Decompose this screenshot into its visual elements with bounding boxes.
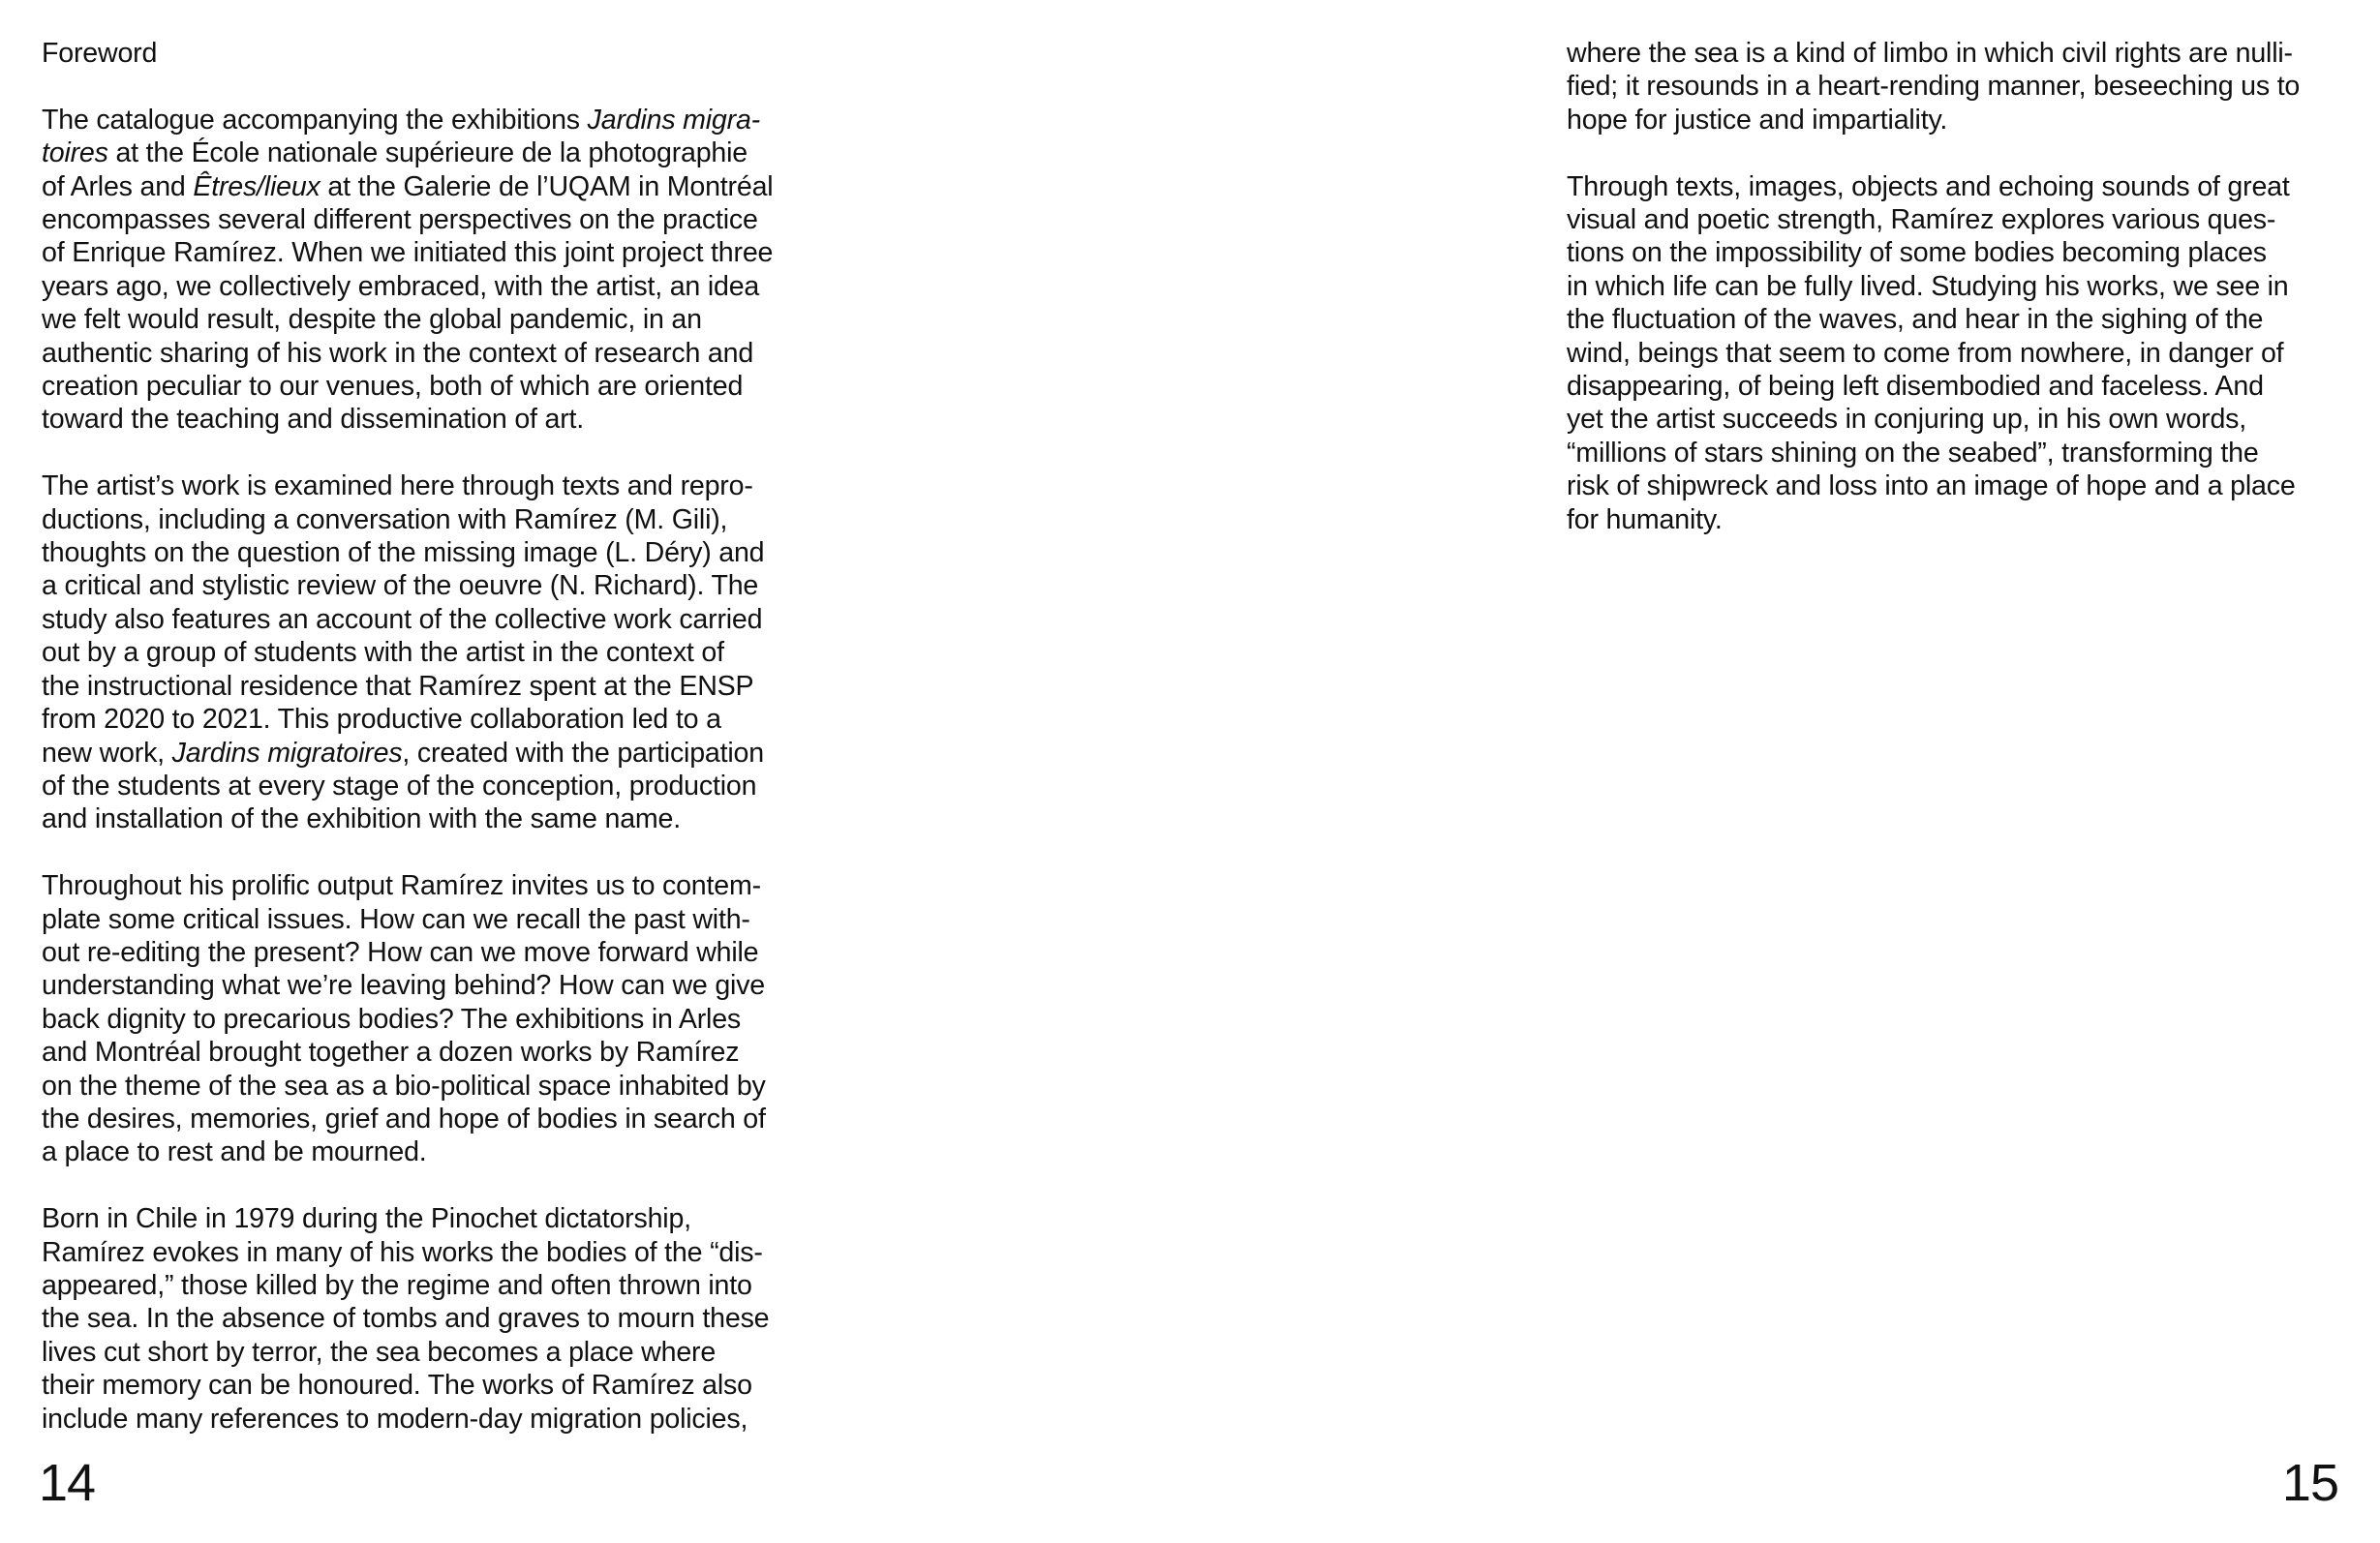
text-run: fied; it resounds in a heart-rending manner, beseeching us to	[1567, 71, 2301, 103]
text-line	[42, 503, 836, 536]
text-line	[42, 869, 836, 902]
text-line	[42, 337, 836, 370]
page-number-left: 14	[39, 1454, 96, 1512]
section-heading: Foreword	[42, 38, 158, 69]
text-run: for humanity.	[1567, 503, 1723, 535]
body-paragraph	[42, 104, 836, 437]
text-run: new work,	[42, 737, 172, 769]
text-line	[1567, 270, 2361, 303]
right-body	[1567, 37, 2361, 536]
text-line	[1567, 503, 2361, 536]
text-line	[42, 303, 836, 336]
text-run: appeared,” those killed by the regime and often thrown into	[42, 1269, 752, 1301]
text-run: , created with the participation	[402, 737, 764, 769]
text-line	[42, 1369, 836, 1402]
text-run: and Montréal brought together a dozen works by Ramírez	[42, 1037, 740, 1069]
text-run: in which life can be fully lived. Studying his works, we see in	[1567, 270, 2289, 302]
text-line	[42, 1003, 836, 1036]
text-run: and installation of the exhibition with the same name.	[42, 803, 681, 835]
text-run: ductions, including a conversation with Ramírez (M. Gili),	[42, 503, 728, 535]
text-run: Through texts, images, objects and echoing sounds of great	[1567, 170, 2290, 202]
body-paragraph	[1567, 37, 2361, 136]
text-run: their memory can be honoured. The works of Ramírez also	[42, 1370, 752, 1402]
text-line	[1567, 337, 2361, 370]
text-line	[42, 770, 836, 802]
text-run: out by a group of students with the artist in the context of	[42, 637, 724, 669]
text-run: encompasses several different perspectives on the practice	[42, 204, 758, 236]
right-text-column	[1567, 37, 2361, 569]
text-line	[42, 536, 836, 569]
text-line	[1567, 370, 2361, 403]
text-run: hope for justice and impartiality.	[1567, 104, 1948, 136]
text-line	[1567, 70, 2361, 103]
italic-title: Jardins migra-	[587, 104, 760, 136]
text-run: of Enrique Ramírez. When we initiated this joint project three	[42, 237, 774, 269]
text-run: yet the artist succeeds in conjuring up, in his own words,	[1567, 404, 2247, 436]
text-line	[42, 737, 836, 770]
text-line	[42, 1135, 836, 1168]
text-run: Throughout his prolific output Ramírez invites us to contem-	[42, 870, 761, 902]
text-run: a critical and stylistic review of the oeuvre (N. Richard). The	[42, 570, 759, 602]
text-line	[42, 1269, 836, 1302]
text-run: of the students at every stage of the conception, production	[42, 770, 757, 802]
text-run: lives cut short by terror, the sea becomes a place where	[42, 1336, 717, 1368]
text-run: study also features an account of the collective work carried	[42, 603, 763, 635]
text-line	[42, 136, 836, 169]
left-body	[42, 104, 836, 1436]
text-run: visual and poetic strength, Ramírez explores various ques-	[1567, 204, 2276, 236]
text-run: risk of shipwreck and loss into an image of hope and a place	[1567, 470, 2296, 502]
text-line	[1567, 203, 2361, 236]
text-line	[42, 236, 836, 269]
text-run: out re-editing the present? How can we move forward while	[42, 936, 759, 968]
text-run: we felt would result, despite the global pandemic, in an	[42, 304, 702, 336]
text-run: understanding what we’re leaving behind? How can we give	[42, 970, 766, 1002]
text-line	[42, 903, 836, 936]
text-line	[42, 104, 836, 136]
text-line	[42, 1302, 836, 1335]
text-run: back dignity to precarious bodies? The exhibitions in Arles	[42, 1003, 742, 1035]
text-line	[42, 802, 836, 835]
text-run: Ramírez evokes in many of his works the bodies of the “dis-	[42, 1236, 763, 1268]
text-run: from 2020 to 2021. This productive collaboration led to a	[42, 704, 721, 736]
right-page	[1190, 0, 2380, 1543]
text-line	[42, 403, 836, 436]
text-run: wind, beings that seem to come from nowhere, in danger of	[1567, 337, 2284, 369]
text-line	[42, 1070, 836, 1103]
text-run: “millions of stars shining on the seabed”, transforming the	[1567, 437, 2259, 469]
text-line	[42, 170, 836, 203]
text-run: tions on the impossibility of some bodies becoming places	[1567, 237, 2267, 269]
text-line	[42, 1202, 836, 1235]
text-run: creation peculiar to our venues, both of which are oriented	[42, 371, 744, 403]
italic-title: Êtres/lieux	[193, 170, 320, 202]
text-run: at the Galerie de l’UQAM in Montréal	[320, 170, 774, 202]
text-line	[1567, 437, 2361, 469]
text-line	[42, 1336, 836, 1369]
text-line	[42, 936, 836, 969]
text-line	[42, 969, 836, 1002]
text-run: years ago, we collectively embraced, with the artist, an idea	[42, 270, 760, 302]
text-run: include many references to modern-day migration policies,	[42, 1403, 748, 1435]
body-paragraph	[42, 869, 836, 1169]
text-run: on the theme of the sea as a bio-political space inhabited by	[42, 1070, 766, 1102]
text-line	[42, 203, 836, 236]
text-line	[1567, 236, 2361, 269]
italic-title: toires	[42, 137, 108, 169]
text-line	[42, 703, 836, 736]
text-run: plate some critical issues. How can we recall the past with-	[42, 903, 750, 935]
text-run: thoughts on the question of the missing image (L. Déry) and	[42, 537, 765, 569]
text-line	[42, 1036, 836, 1069]
text-run: the instructional residence that Ramírez spent at the ENSP	[42, 670, 754, 702]
text-run: the desires, memories, grief and hope of bodies in search of	[42, 1103, 766, 1135]
text-line	[1567, 104, 2361, 136]
body-paragraph	[1567, 170, 2361, 536]
italic-title: Jardins migratoires	[171, 737, 403, 769]
text-line	[1567, 37, 2361, 70]
text-line	[42, 1103, 836, 1135]
text-run: at the École nationale supérieure de la photographie	[107, 137, 748, 169]
text-line	[42, 603, 836, 636]
text-line	[42, 569, 836, 602]
text-run: the fluctuation of the waves, and hear in the sighing of the	[1567, 304, 2264, 336]
text-run: The artist’s work is examined here through texts and repro-	[42, 470, 753, 502]
body-paragraph	[42, 1202, 836, 1436]
text-line	[42, 469, 836, 502]
text-run: The catalogue accompanying the exhibitions	[42, 104, 588, 136]
text-line	[42, 270, 836, 303]
text-run: authentic sharing of his work in the context of research and	[42, 337, 754, 369]
text-line	[42, 1236, 836, 1269]
text-run: of Arles and	[42, 170, 194, 202]
text-run: where the sea is a kind of limbo in which civil rights are nulli-	[1567, 38, 2293, 69]
text-run: Born in Chile in 1979 during the Pinochet dictatorship,	[42, 1203, 691, 1235]
text-run: the sea. In the absence of tombs and graves to mourn these	[42, 1303, 770, 1335]
text-line	[42, 370, 836, 403]
body-paragraph	[42, 469, 836, 835]
text-line	[42, 1403, 836, 1436]
text-run: disappearing, of being left disembodied and faceless. And	[1567, 371, 2264, 403]
text-line	[42, 636, 836, 669]
text-run: a place to rest and be mourned.	[42, 1136, 427, 1168]
left-text-column	[42, 37, 836, 1468]
text-line	[1567, 170, 2361, 203]
text-line	[1567, 469, 2361, 502]
text-line	[1567, 303, 2361, 336]
text-line	[1567, 403, 2361, 436]
text-line	[42, 670, 836, 703]
text-run: toward the teaching and dissemination of art.	[42, 404, 585, 436]
page-number-right: 15	[2281, 1454, 2338, 1512]
